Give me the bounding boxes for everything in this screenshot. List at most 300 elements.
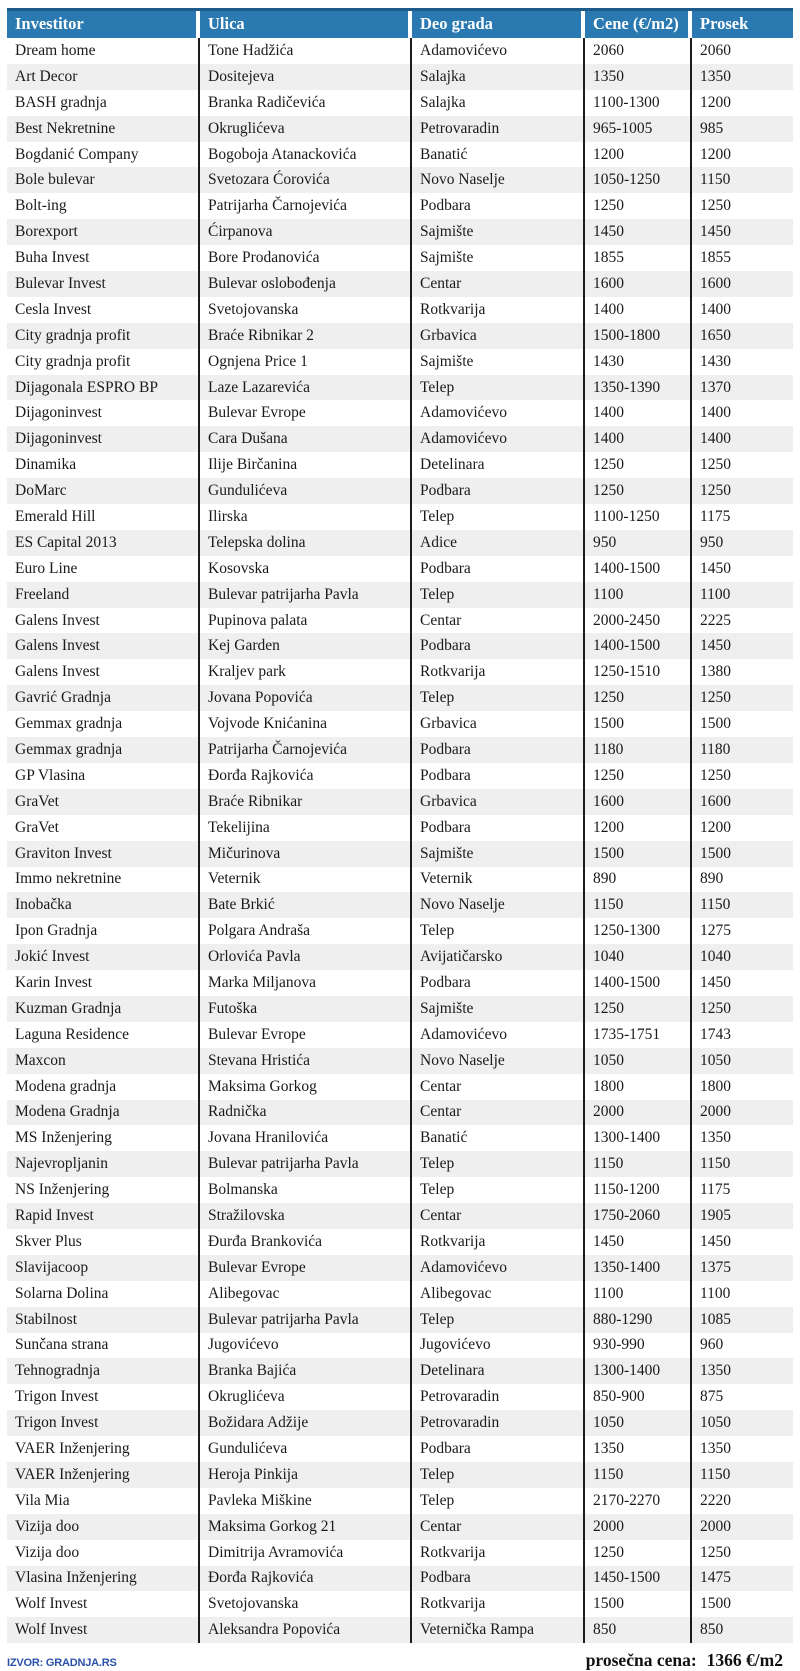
table-cell: Svetojovanska bbox=[200, 297, 412, 323]
column-header-investitor: Investitor bbox=[7, 11, 200, 38]
table-row bbox=[7, 1591, 793, 1617]
table-cell: 1150 bbox=[700, 1155, 731, 1173]
table-cell: 1100 bbox=[585, 582, 692, 608]
table-cell: 1350 bbox=[585, 64, 692, 90]
table-cell: Modena Gradnja bbox=[7, 1100, 200, 1126]
table-cell: 1500 bbox=[585, 841, 692, 867]
table-row bbox=[7, 1100, 793, 1126]
table-cell: 1350 bbox=[585, 1436, 692, 1462]
table-cell: 1150-1200 bbox=[585, 1177, 692, 1203]
table-cell: NS Inženjering bbox=[7, 1177, 200, 1203]
table-cell: Braće Ribnikar bbox=[200, 789, 412, 815]
table-cell: Gundulićeva bbox=[200, 1436, 412, 1462]
table-cell: Sajmište bbox=[412, 219, 585, 245]
table-cell: Adice bbox=[412, 530, 585, 556]
table-cell: Jovana Popovića bbox=[200, 685, 412, 711]
table-cell: Centar bbox=[412, 1100, 585, 1126]
table-cell: Podbara bbox=[412, 633, 585, 659]
table-cell: Salajka bbox=[412, 64, 585, 90]
table-cell: 1450 bbox=[700, 559, 731, 577]
table-cell: Telep bbox=[412, 1151, 585, 1177]
table-cell: Sajmište bbox=[412, 245, 585, 271]
table-cell: 1050 bbox=[585, 1048, 692, 1074]
table-cell: 1100 bbox=[700, 585, 731, 603]
table-cell: 965-1005 bbox=[585, 116, 692, 142]
table-row bbox=[7, 685, 793, 711]
column-header-cene: Cene (€/m2) bbox=[585, 11, 692, 38]
table-cell: Dream home bbox=[7, 38, 200, 64]
table-row bbox=[7, 815, 793, 841]
table-cell: Stražilovska bbox=[200, 1203, 412, 1229]
table-cell: 1040 bbox=[585, 944, 692, 970]
table-cell: Skver Plus bbox=[7, 1229, 200, 1255]
table-cell: Maksima Gorkog 21 bbox=[200, 1514, 412, 1540]
table-cell: Adamovićevo bbox=[412, 400, 585, 426]
table-cell: 850-900 bbox=[585, 1384, 692, 1410]
table-cell: 1450 bbox=[700, 223, 731, 241]
table-cell: City gradnja profit bbox=[7, 323, 200, 349]
table-cell: Kraljev park bbox=[200, 659, 412, 685]
table-cell: Jovana Hranilovića bbox=[200, 1125, 412, 1151]
table-cell: 1500 bbox=[700, 1595, 731, 1613]
table-cell: Stevana Hristića bbox=[200, 1048, 412, 1074]
table-cell: Grbavica bbox=[412, 711, 585, 737]
table-cell: Telep bbox=[412, 1307, 585, 1333]
table-row bbox=[7, 1177, 793, 1203]
table-cell: 985 bbox=[700, 119, 724, 137]
table-cell: Borexport bbox=[7, 219, 200, 245]
table-cell: Kosovska bbox=[200, 556, 412, 582]
table-cell: Vizija doo bbox=[7, 1540, 200, 1566]
table-cell: Cara Dušana bbox=[200, 426, 412, 452]
table-row bbox=[7, 245, 793, 271]
table-cell: Ognjena Price 1 bbox=[200, 349, 412, 375]
table-cell: 1300-1400 bbox=[585, 1358, 692, 1384]
table-cell: Bulevar patrijarha Pavla bbox=[200, 1151, 412, 1177]
table-cell: 875 bbox=[700, 1388, 724, 1406]
table-cell: GraVet bbox=[7, 815, 200, 841]
table-row bbox=[7, 918, 793, 944]
table-row bbox=[7, 1436, 793, 1462]
table-cell: Bogdanić Company bbox=[7, 142, 200, 168]
table-cell: Salajka bbox=[412, 90, 585, 116]
table-cell: Kuzman Gradnja bbox=[7, 996, 200, 1022]
table-cell: 1800 bbox=[585, 1074, 692, 1100]
table-cell: 1050-1250 bbox=[585, 167, 692, 193]
table-cell: BASH gradnja bbox=[7, 90, 200, 116]
table-cell: Jokić Invest bbox=[7, 944, 200, 970]
table-cell: Dijagoninvest bbox=[7, 426, 200, 452]
table-cell: 950 bbox=[700, 533, 724, 551]
table-cell: 1400 bbox=[585, 426, 692, 452]
table-cell: 2220 bbox=[700, 1491, 731, 1509]
table-cell: 1450 bbox=[585, 1229, 692, 1255]
table-cell: Tekelijina bbox=[200, 815, 412, 841]
table-cell: 1250 bbox=[585, 685, 692, 711]
table-row bbox=[7, 1074, 793, 1100]
table-row bbox=[7, 142, 793, 168]
table-cell: Vlasina Inženjering bbox=[7, 1566, 200, 1592]
table-row bbox=[7, 1617, 793, 1643]
table-row bbox=[7, 193, 793, 219]
table-cell: 1085 bbox=[700, 1310, 731, 1328]
table-cell: 1180 bbox=[700, 740, 731, 758]
table-row bbox=[7, 1333, 793, 1359]
table-cell: Euro Line bbox=[7, 556, 200, 582]
table-cell: Dimitrija Avramovića bbox=[200, 1540, 412, 1566]
table-cell: Ilije Birčanina bbox=[200, 452, 412, 478]
table-cell: Centar bbox=[412, 608, 585, 634]
table-cell: Patrijarha Čarnojevića bbox=[200, 193, 412, 219]
table-cell: 930-990 bbox=[585, 1333, 692, 1359]
table-cell: 1400-1500 bbox=[585, 970, 692, 996]
table-cell: Inobačka bbox=[7, 892, 200, 918]
table-cell: Patrijarha Čarnojevića bbox=[200, 737, 412, 763]
table-cell: Radnička bbox=[200, 1100, 412, 1126]
table-cell: 1743 bbox=[700, 1025, 731, 1043]
table-cell: Modena gradnja bbox=[7, 1074, 200, 1100]
table-cell: Dositejeva bbox=[200, 64, 412, 90]
table-cell: Alibegovac bbox=[200, 1281, 412, 1307]
table-cell: Futoška bbox=[200, 996, 412, 1022]
table-cell: 1600 bbox=[700, 274, 731, 292]
table-row bbox=[7, 582, 793, 608]
table-cell: Tehnogradnja bbox=[7, 1358, 200, 1384]
table-cell: Petrovaradin bbox=[412, 116, 585, 142]
table-cell: Wolf Invest bbox=[7, 1591, 200, 1617]
table-cell: Bulevar Invest bbox=[7, 271, 200, 297]
table-cell: Dijagonala ESPRO BP bbox=[7, 375, 200, 401]
table-cell: Novo Naselje bbox=[412, 1048, 585, 1074]
table-cell: Grbavica bbox=[412, 323, 585, 349]
table-cell: Petrovaradin bbox=[412, 1384, 585, 1410]
table-cell: Telep bbox=[412, 582, 585, 608]
table-cell: 1250 bbox=[585, 996, 692, 1022]
table-cell: Okruglićeva bbox=[200, 116, 412, 142]
table-cell: Braće Ribnikar 2 bbox=[200, 323, 412, 349]
table-row bbox=[7, 1540, 793, 1566]
table-cell: Centar bbox=[412, 1074, 585, 1100]
table-cell: Bate Brkić bbox=[200, 892, 412, 918]
average-price-label: prosečna cena: bbox=[585, 1650, 697, 1671]
table-cell: Best Nekretnine bbox=[7, 116, 200, 142]
table-cell: 1350-1390 bbox=[585, 375, 692, 401]
table-row bbox=[7, 271, 793, 297]
table-cell: 1600 bbox=[700, 792, 731, 810]
table-cell: Detelinara bbox=[412, 452, 585, 478]
table-row bbox=[7, 426, 793, 452]
table-row bbox=[7, 1255, 793, 1281]
table-cell: 850 bbox=[585, 1617, 692, 1643]
table-cell: Buha Invest bbox=[7, 245, 200, 271]
table-cell: 1200 bbox=[700, 93, 731, 111]
table-cell: 1370 bbox=[700, 378, 731, 396]
table-row bbox=[7, 38, 793, 64]
table-cell: 1600 bbox=[585, 789, 692, 815]
table-cell: Telep bbox=[412, 685, 585, 711]
table-cell: Maxcon bbox=[7, 1048, 200, 1074]
table-cell: Art Decor bbox=[7, 64, 200, 90]
table-cell: 1450 bbox=[700, 1232, 731, 1250]
table-cell: Podbara bbox=[412, 970, 585, 996]
table-cell: City gradnja profit bbox=[7, 349, 200, 375]
table-row bbox=[7, 116, 793, 142]
table-row bbox=[7, 297, 793, 323]
table-cell: Slavijacoop bbox=[7, 1255, 200, 1281]
table-row bbox=[7, 1410, 793, 1436]
table-cell: Gavrić Gradnja bbox=[7, 685, 200, 711]
table-cell: 1100 bbox=[585, 1281, 692, 1307]
table-cell: 1200 bbox=[700, 818, 731, 836]
table-cell: 1250 bbox=[700, 482, 731, 500]
table-cell: 1400 bbox=[585, 297, 692, 323]
table-cell: 1250 bbox=[585, 1540, 692, 1566]
table-cell: Rotkvarija bbox=[412, 1540, 585, 1566]
table-cell: 1250 bbox=[700, 766, 731, 784]
table-cell: Galens Invest bbox=[7, 633, 200, 659]
table-cell: Trigon Invest bbox=[7, 1384, 200, 1410]
table-cell: 1150 bbox=[585, 1151, 692, 1177]
table-cell: Grbavica bbox=[412, 789, 585, 815]
table-cell: Galens Invest bbox=[7, 608, 200, 634]
table-cell: Stabilnost bbox=[7, 1307, 200, 1333]
table-cell: Bolmanska bbox=[200, 1177, 412, 1203]
table-cell: 880-1290 bbox=[585, 1307, 692, 1333]
table-row bbox=[7, 1229, 793, 1255]
column-header-ulica: Ulica bbox=[200, 11, 412, 38]
table-row bbox=[7, 1358, 793, 1384]
table-cell: 1250 bbox=[700, 456, 731, 474]
table-cell: 1350 bbox=[700, 1129, 731, 1147]
table-row bbox=[7, 375, 793, 401]
table-cell: 1250-1300 bbox=[585, 918, 692, 944]
table-cell: Emerald Hill bbox=[7, 504, 200, 530]
table-cell: 1250 bbox=[700, 999, 731, 1017]
table-row bbox=[7, 64, 793, 90]
table-cell: Veternik bbox=[412, 867, 585, 893]
table-cell: 1150 bbox=[585, 1462, 692, 1488]
table-row bbox=[7, 763, 793, 789]
table-cell: Bulevar patrijarha Pavla bbox=[200, 1307, 412, 1333]
table-cell: Alibegovac bbox=[412, 1281, 585, 1307]
table-cell: Adamovićevo bbox=[412, 38, 585, 64]
table-row bbox=[7, 530, 793, 556]
table-cell: Okruglićeva bbox=[200, 1384, 412, 1410]
table-cell: Sunčana strana bbox=[7, 1333, 200, 1359]
table-cell: VAER Inženjering bbox=[7, 1436, 200, 1462]
table-cell: 1500 bbox=[700, 844, 731, 862]
table-cell: 1050 bbox=[700, 1051, 731, 1069]
table-cell: Podbara bbox=[412, 193, 585, 219]
table-cell: Telep bbox=[412, 1462, 585, 1488]
table-cell: 1180 bbox=[585, 737, 692, 763]
table-cell: 2170-2270 bbox=[585, 1488, 692, 1514]
table-cell: 1400 bbox=[700, 300, 731, 318]
table-cell: Mičurinova bbox=[200, 841, 412, 867]
table-cell: 1200 bbox=[585, 815, 692, 841]
table-cell: 1400 bbox=[585, 400, 692, 426]
table-cell: 2060 bbox=[585, 38, 692, 64]
table-cell: Telep bbox=[412, 1177, 585, 1203]
table-cell: Bulevar oslobođenja bbox=[200, 271, 412, 297]
table-cell: 2000 bbox=[700, 1103, 731, 1121]
table-cell: Dinamika bbox=[7, 452, 200, 478]
table-cell: 1175 bbox=[700, 1181, 731, 1199]
table-cell: Telepska dolina bbox=[200, 530, 412, 556]
table-cell: Đorđa Rajkovića bbox=[200, 763, 412, 789]
table-header-row bbox=[7, 11, 793, 38]
table-cell: 1050 bbox=[700, 1414, 731, 1432]
table-cell: 1400-1500 bbox=[585, 556, 692, 582]
table-row bbox=[7, 556, 793, 582]
table-cell: 1100-1300 bbox=[585, 90, 692, 116]
table-cell: Svetozara Ćorovića bbox=[200, 167, 412, 193]
table-cell: 1250-1510 bbox=[585, 659, 692, 685]
table-cell: Najevropljanin bbox=[7, 1151, 200, 1177]
table-cell: Pavleka Miškine bbox=[200, 1488, 412, 1514]
table-cell: Kej Garden bbox=[200, 633, 412, 659]
table-cell: 1475 bbox=[700, 1569, 731, 1587]
table-cell: Vila Mia bbox=[7, 1488, 200, 1514]
table-cell: Jugovićevo bbox=[412, 1333, 585, 1359]
table-row bbox=[7, 1048, 793, 1074]
table-cell: Sajmište bbox=[412, 996, 585, 1022]
table-cell: 1855 bbox=[700, 249, 731, 267]
table-cell: Petrovaradin bbox=[412, 1410, 585, 1436]
table-row bbox=[7, 1566, 793, 1592]
table-cell: 1150 bbox=[700, 896, 731, 914]
table-cell: Gemmax gradnja bbox=[7, 711, 200, 737]
table-cell: Dijagoninvest bbox=[7, 400, 200, 426]
table-cell: 960 bbox=[700, 1336, 724, 1354]
table-cell: 1450 bbox=[585, 219, 692, 245]
table-cell: Đorđa Rajkovića bbox=[200, 1566, 412, 1592]
table-cell: Veternička Rampa bbox=[412, 1617, 585, 1643]
table-cell: 1450 bbox=[700, 637, 731, 655]
table-cell: Božidara Adžije bbox=[200, 1410, 412, 1436]
table-cell: 1150 bbox=[700, 171, 731, 189]
table-row bbox=[7, 1462, 793, 1488]
table-cell: Marka Miljanova bbox=[200, 970, 412, 996]
table-cell: 1450-1500 bbox=[585, 1566, 692, 1592]
investor-price-table bbox=[7, 11, 793, 1643]
table-cell: 1500-1800 bbox=[585, 323, 692, 349]
table-cell: 1430 bbox=[700, 352, 731, 370]
table-row bbox=[7, 970, 793, 996]
table-cell: Trigon Invest bbox=[7, 1410, 200, 1436]
table-row bbox=[7, 867, 793, 893]
table-row bbox=[7, 1203, 793, 1229]
table-cell: Freeland bbox=[7, 582, 200, 608]
table-cell: Polgara Andraša bbox=[200, 918, 412, 944]
table-cell: Rotkvarija bbox=[412, 297, 585, 323]
table-cell: 1350 bbox=[700, 1362, 731, 1380]
table-cell: Karin Invest bbox=[7, 970, 200, 996]
table-cell: 1175 bbox=[700, 507, 731, 525]
table-cell: 1250 bbox=[700, 1543, 731, 1561]
table-cell: 1250 bbox=[585, 193, 692, 219]
table-cell: 1500 bbox=[585, 711, 692, 737]
table-cell: 1375 bbox=[700, 1258, 731, 1276]
table-row bbox=[7, 892, 793, 918]
table-cell: 1600 bbox=[585, 271, 692, 297]
table-cell: Đurđa Brankovića bbox=[200, 1229, 412, 1255]
table-row bbox=[7, 633, 793, 659]
table-cell: 1855 bbox=[585, 245, 692, 271]
table-cell: 1380 bbox=[700, 663, 731, 681]
table-cell: 1400 bbox=[700, 430, 731, 448]
table-cell: Centar bbox=[412, 271, 585, 297]
table-cell: ES Capital 2013 bbox=[7, 530, 200, 556]
table-cell: Pupinova palata bbox=[200, 608, 412, 634]
table-cell: 1300-1400 bbox=[585, 1125, 692, 1151]
table-cell: 1750-2060 bbox=[585, 1203, 692, 1229]
table-cell: Laguna Residence bbox=[7, 1022, 200, 1048]
table-cell: Laze Lazarevića bbox=[200, 375, 412, 401]
table-cell: 1250 bbox=[700, 197, 731, 215]
table-cell: 1500 bbox=[700, 715, 731, 733]
table-row bbox=[7, 90, 793, 116]
table-cell: 1250 bbox=[700, 689, 731, 707]
table-cell: 950 bbox=[585, 530, 692, 556]
table-cell: Telep bbox=[412, 918, 585, 944]
table-cell: 1100-1250 bbox=[585, 504, 692, 530]
table-cell: 1250 bbox=[585, 478, 692, 504]
table-cell: Podbara bbox=[412, 478, 585, 504]
table-cell: 1050 bbox=[585, 1410, 692, 1436]
table-cell: 2000 bbox=[585, 1100, 692, 1126]
table-cell: 1250 bbox=[585, 763, 692, 789]
table-cell: Telep bbox=[412, 375, 585, 401]
table-row bbox=[7, 1022, 793, 1048]
table-row bbox=[7, 400, 793, 426]
table-cell: Aleksandra Popovića bbox=[200, 1617, 412, 1643]
table-cell: 1200 bbox=[585, 142, 692, 168]
table-row bbox=[7, 349, 793, 375]
table-row bbox=[7, 1488, 793, 1514]
table-cell: 1735-1751 bbox=[585, 1022, 692, 1048]
table-cell: Adamovićevo bbox=[412, 426, 585, 452]
table-cell: Jugovićevo bbox=[200, 1333, 412, 1359]
table-cell: Novo Naselje bbox=[412, 167, 585, 193]
table-row bbox=[7, 1307, 793, 1333]
table-cell: Maksima Gorkog bbox=[200, 1074, 412, 1100]
table-cell: Gundulićeva bbox=[200, 478, 412, 504]
table-cell: 1150 bbox=[585, 892, 692, 918]
table-cell: Wolf Invest bbox=[7, 1617, 200, 1643]
table-cell: VAER Inženjering bbox=[7, 1462, 200, 1488]
table-row bbox=[7, 711, 793, 737]
table-cell: 2000 bbox=[700, 1517, 731, 1535]
table-cell: Rotkvarija bbox=[412, 1229, 585, 1255]
footer bbox=[7, 1650, 793, 1671]
table-cell: 1200 bbox=[700, 145, 731, 163]
table-row bbox=[7, 737, 793, 763]
table-cell: Sajmište bbox=[412, 841, 585, 867]
table-cell: Bore Prodanovića bbox=[200, 245, 412, 271]
table-cell: 2060 bbox=[700, 41, 731, 59]
table-row bbox=[7, 1281, 793, 1307]
average-price bbox=[586, 1650, 793, 1671]
table-cell: Adamovićevo bbox=[412, 1255, 585, 1281]
table-row bbox=[7, 452, 793, 478]
table-cell: Branka Radičevića bbox=[200, 90, 412, 116]
table-body bbox=[7, 38, 793, 1643]
table-cell: Telep bbox=[412, 504, 585, 530]
table-row bbox=[7, 1514, 793, 1540]
source-credit: IZVOR: GRADNJA.RS bbox=[7, 1657, 117, 1670]
table-cell: 1350 bbox=[700, 67, 731, 85]
